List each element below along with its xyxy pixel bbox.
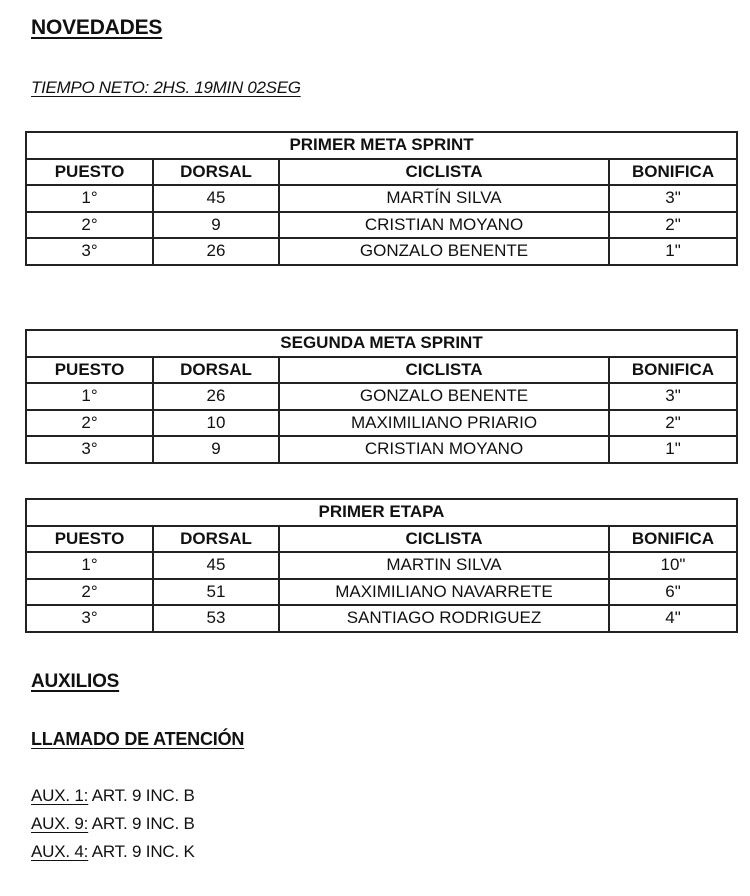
table-row bbox=[26, 436, 737, 463]
warning-label: AUX. 9: bbox=[31, 814, 89, 833]
cell-bonifica: 1" bbox=[609, 436, 737, 463]
cell-puesto: 2° bbox=[26, 410, 153, 437]
column-header-puesto: PUESTO bbox=[26, 526, 153, 553]
cell-puesto: 1° bbox=[26, 552, 153, 579]
warning-text: ART. 9 INC. K bbox=[88, 842, 195, 861]
cell-bonifica: 2" bbox=[609, 212, 737, 239]
column-header-bonifica: BONIFICA bbox=[609, 357, 737, 384]
warning-label: AUX. 4: bbox=[31, 842, 89, 861]
cell-bonifica: 10" bbox=[609, 552, 737, 579]
cell-ciclista: SANTIAGO RODRIGUEZ bbox=[279, 605, 609, 632]
table-row bbox=[26, 605, 737, 632]
cell-dorsal: 9 bbox=[153, 212, 279, 239]
cell-puesto: 1° bbox=[26, 185, 153, 212]
cell-puesto: 2° bbox=[26, 212, 153, 239]
cell-puesto: 3° bbox=[26, 238, 153, 265]
cell-dorsal: 26 bbox=[153, 238, 279, 265]
net-time-text: TIEMPO NETO: 2HS. 19MIN 02SEG bbox=[31, 78, 301, 97]
warning-text: ART. 9 INC. B bbox=[88, 814, 195, 833]
novedades-heading: NOVEDADES bbox=[31, 16, 163, 39]
cell-bonifica: 4" bbox=[609, 605, 737, 632]
table-row bbox=[26, 212, 737, 239]
column-header-ciclista: CICLISTA bbox=[279, 526, 609, 553]
warning-line bbox=[31, 842, 195, 862]
column-header-bonifica: BONIFICA bbox=[609, 159, 737, 186]
table-title: PRIMER META SPRINT bbox=[26, 132, 737, 159]
cell-ciclista: CRISTIAN MOYANO bbox=[279, 436, 609, 463]
cell-ciclista: GONZALO BENENTE bbox=[279, 238, 609, 265]
warning-line bbox=[31, 786, 195, 806]
results-table-segunda-meta-sprint bbox=[25, 329, 738, 464]
warning-label: AUX. 1: bbox=[31, 786, 89, 805]
warning-text: ART. 9 INC. B bbox=[88, 786, 195, 805]
cell-ciclista: CRISTIAN MOYANO bbox=[279, 212, 609, 239]
cell-ciclista: MAXIMILIANO NAVARRETE bbox=[279, 579, 609, 606]
column-header-dorsal: DORSAL bbox=[153, 526, 279, 553]
cell-ciclista: GONZALO BENENTE bbox=[279, 383, 609, 410]
table-header-row bbox=[26, 159, 737, 186]
table-row bbox=[26, 410, 737, 437]
table-title: SEGUNDA META SPRINT bbox=[26, 330, 737, 357]
table-title: PRIMER ETAPA bbox=[26, 499, 737, 526]
cell-ciclista: MAXIMILIANO PRIARIO bbox=[279, 410, 609, 437]
cell-dorsal: 10 bbox=[153, 410, 279, 437]
llamado-heading: LLAMADO DE ATENCIÓN bbox=[31, 729, 245, 749]
table-header-row bbox=[26, 357, 737, 384]
cell-puesto: 3° bbox=[26, 436, 153, 463]
cell-bonifica: 2" bbox=[609, 410, 737, 437]
cell-dorsal: 45 bbox=[153, 185, 279, 212]
column-header-ciclista: CICLISTA bbox=[279, 159, 609, 186]
cell-dorsal: 26 bbox=[153, 383, 279, 410]
cell-puesto: 3° bbox=[26, 605, 153, 632]
cell-ciclista: MARTÍN SILVA bbox=[279, 185, 609, 212]
column-header-ciclista: CICLISTA bbox=[279, 357, 609, 384]
table-row bbox=[26, 185, 737, 212]
table-row bbox=[26, 552, 737, 579]
results-table-primer-meta-sprint bbox=[25, 131, 738, 266]
cell-bonifica: 6" bbox=[609, 579, 737, 606]
table-row bbox=[26, 383, 737, 410]
column-header-bonifica: BONIFICA bbox=[609, 526, 737, 553]
cell-dorsal: 45 bbox=[153, 552, 279, 579]
column-header-puesto: PUESTO bbox=[26, 357, 153, 384]
warning-line bbox=[31, 814, 195, 834]
column-header-dorsal: DORSAL bbox=[153, 357, 279, 384]
cell-bonifica: 1" bbox=[609, 238, 737, 265]
cell-ciclista: MARTIN SILVA bbox=[279, 552, 609, 579]
column-header-dorsal: DORSAL bbox=[153, 159, 279, 186]
cell-dorsal: 51 bbox=[153, 579, 279, 606]
column-header-puesto: PUESTO bbox=[26, 159, 153, 186]
cell-puesto: 2° bbox=[26, 579, 153, 606]
cell-puesto: 1° bbox=[26, 383, 153, 410]
table-row bbox=[26, 238, 737, 265]
table-row bbox=[26, 579, 737, 606]
cell-dorsal: 9 bbox=[153, 436, 279, 463]
cell-bonifica: 3" bbox=[609, 383, 737, 410]
cell-dorsal: 53 bbox=[153, 605, 279, 632]
results-table-primer-etapa bbox=[25, 498, 738, 633]
table-header-row bbox=[26, 526, 737, 553]
auxilios-heading: AUXILIOS bbox=[31, 671, 120, 692]
cell-bonifica: 3" bbox=[609, 185, 737, 212]
